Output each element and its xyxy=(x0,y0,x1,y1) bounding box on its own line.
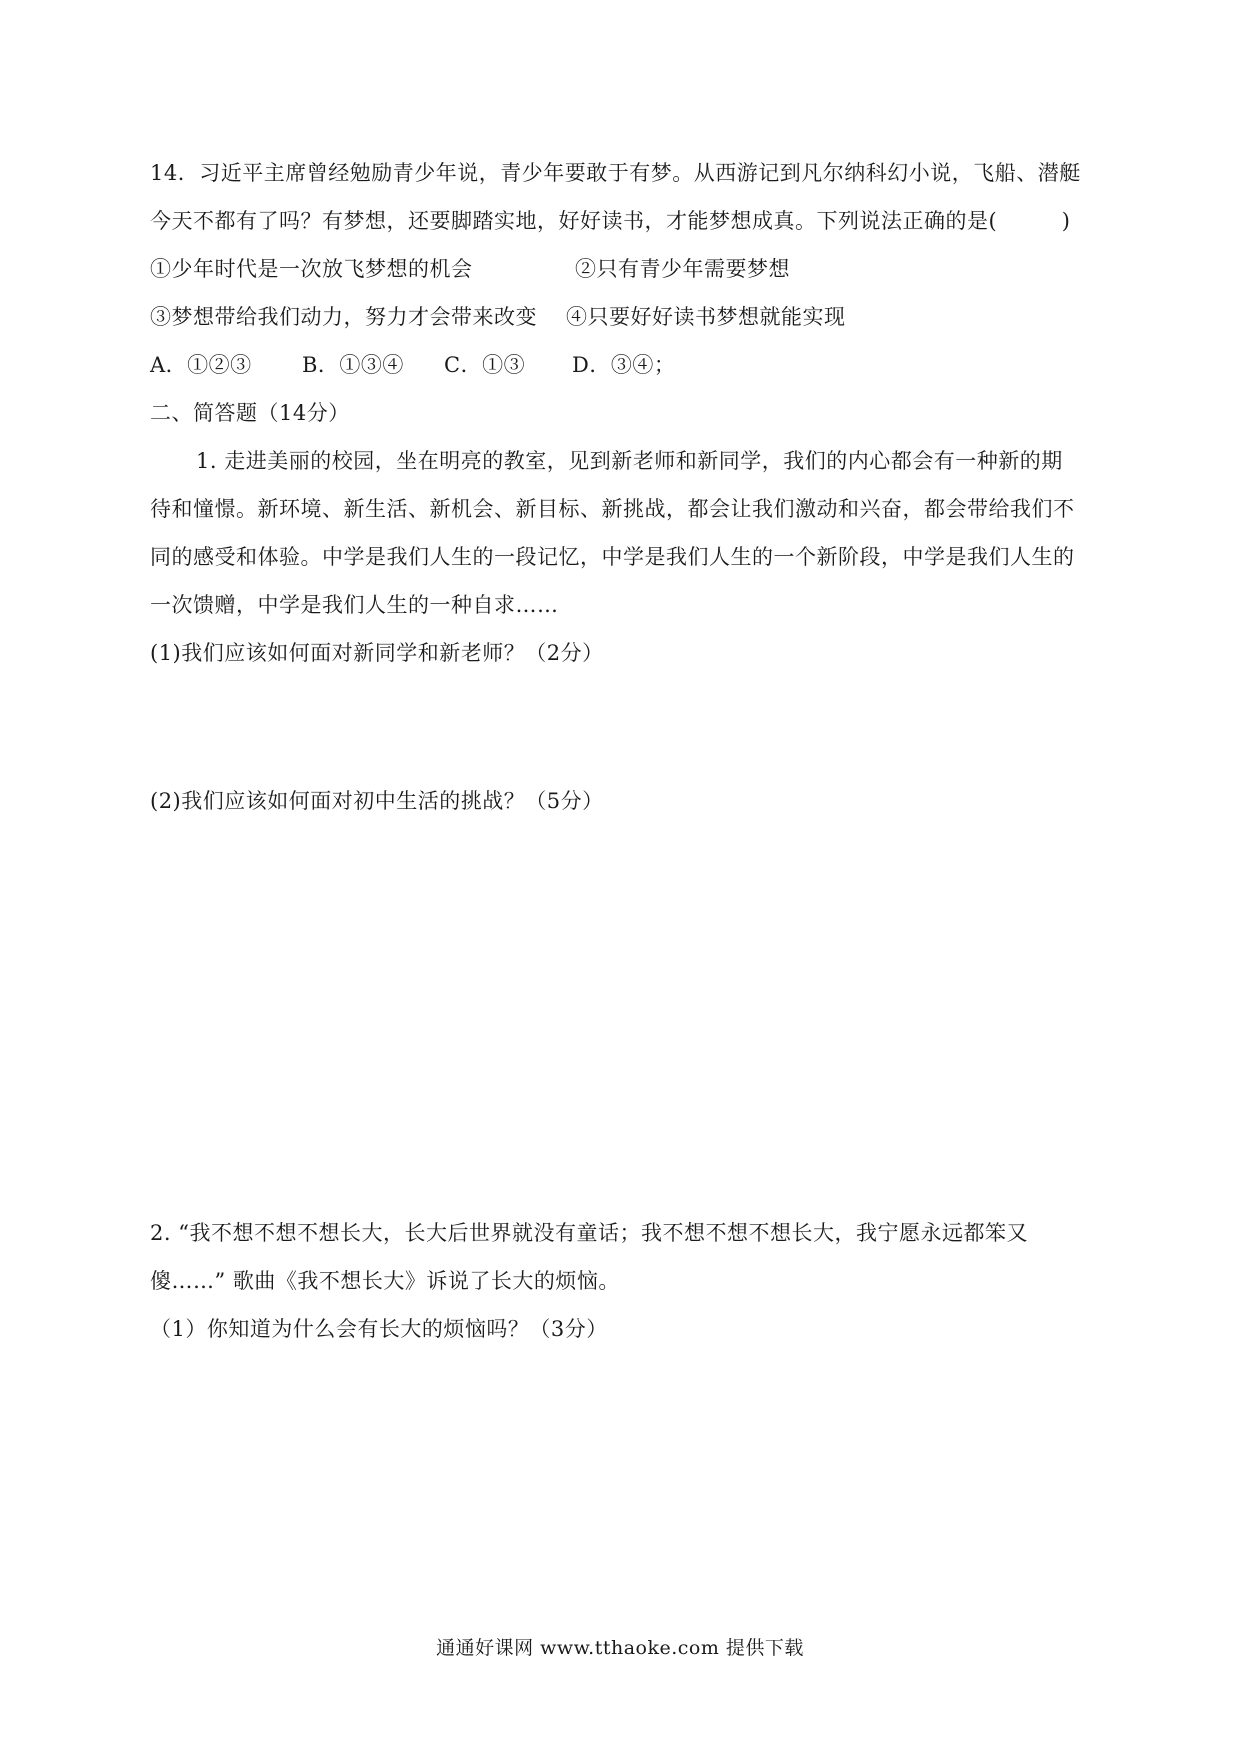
page-footer: 通通好课网 www.tthaoke.com 提供下载 xyxy=(436,1637,804,1659)
sq1-passage-line-4: 一次馈赠，中学是我们人生的一种自求…… xyxy=(150,593,559,617)
sq2-passage-line-1: 2. “我不想不想不想长大，长大后世界就没有童话；我不想不想不想长大，我宁愿永远都笨又 xyxy=(150,1221,1028,1245)
sq2-passage-line-2: 傻……” 歌曲《我不想长大》诉说了长大的烦恼。 xyxy=(150,1269,620,1293)
sq1-passage-line-1: 1. 走进美丽的校园，坐在明亮的教室，见到新老师和新同学，我们的内心都会有一种新的期 xyxy=(196,449,1063,473)
sq2-subquestion-1: （1）你知道为什么会有长大的烦恼吗？（3分） xyxy=(150,1317,608,1341)
option-b: B．①③④ xyxy=(302,353,404,377)
q14-statement-4: ④只要好好读书梦想就能实现 xyxy=(566,305,846,329)
sq1-passage-line-3: 同的感受和体验。中学是我们人生的一段记忆，中学是我们人生的一个新阶段，中学是我们人生的 xyxy=(150,545,1075,569)
option-c: C．①③ xyxy=(444,353,526,377)
q14-answer-options xyxy=(150,350,675,380)
q14-statement-3: ③梦想带给我们动力，努力才会带来改变 xyxy=(150,305,537,329)
option-a: A．①②③ xyxy=(150,353,252,377)
q14-stem-line-2: 今天不都有了吗？有梦想，还要脚踏实地，好好读书，才能梦想成真。下列说法正确的是( ) xyxy=(150,209,1071,233)
sq1-passage-line-2: 待和憧憬。新环境、新生活、新机会、新目标、新挑战，都会让我们激动和兴奋，都会带给我们不 xyxy=(150,497,1075,521)
q14-stem-line-1: 14．习近平主席曾经勉励青少年说，青少年要敢于有梦。从西游记到凡尔纳科幻小说，飞船、潜艇 xyxy=(150,161,1081,185)
q14-statement-2: ②只有青少年需要梦想 xyxy=(575,257,790,281)
option-d: D．③④； xyxy=(572,353,676,377)
q14-statement-1: ①少年时代是一次放飞梦想的机会 xyxy=(150,257,473,281)
sq1-subquestion-2: (2)我们应该如何面对初中生活的挑战？（5分） xyxy=(150,789,604,813)
section-heading-short-answer: 二、简答题（14分） xyxy=(150,401,350,425)
sq1-subquestion-1: (1)我们应该如何面对新同学和新老师？（2分） xyxy=(150,641,604,665)
